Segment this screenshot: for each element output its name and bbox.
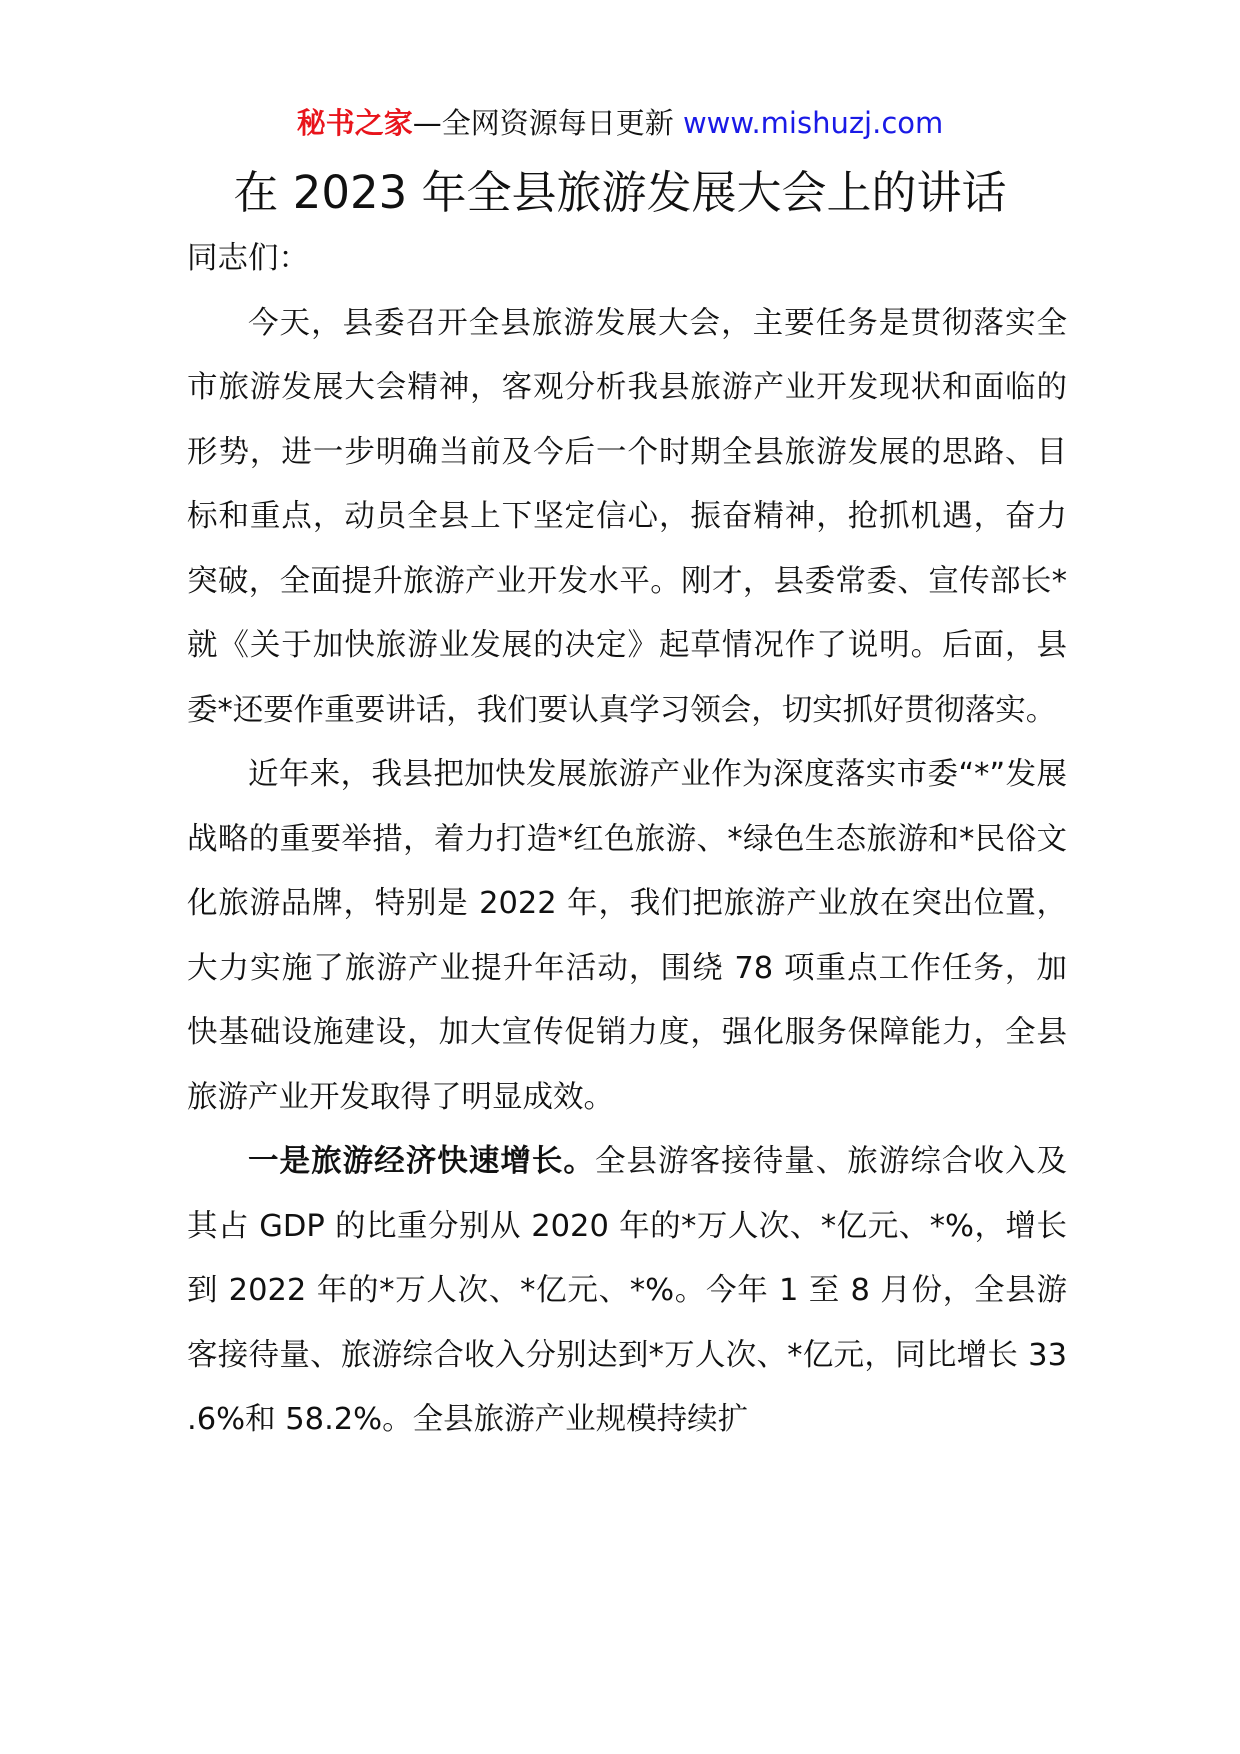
document-title: 在 2023 年全县旅游发展大会上的讲话 <box>233 166 1007 219</box>
paragraph-text: 近年来，我县把加快发展旅游产业作为深度落实市委“*”发展战略的重要举措，着力打造*红色旅游、*绿色生态旅游和*民俗文化旅游品牌，特别是 2022 年，我们把旅游产业放在突出位置，大力实施了旅游产业提升年活动，围绕 78 项重点工作任务，加快基础设施建设，加大宣传促销力度，强化服务保障能力，全县旅游产业开发取得了明显成效。 <box>187 757 1067 1115</box>
paragraph-lead: 一是旅游经济快速增长。 <box>248 1144 595 1179</box>
document-body <box>187 227 1067 1453</box>
paragraph-opening <box>187 292 1067 744</box>
paragraph-text: 今天，县委召开全县旅游发展大会，主要任务是贯彻落实全市旅游发展大会精神，客观分析我县旅游产业开发现状和面临的形势，进一步明确当前及今后一个时期全县旅游发展的思路、目标和重点，动员全县上下坚定信心，振奋精神，抢抓机遇，奋力突破，全面提升旅游产业开发水平。刚才，县委常委、宣传部长*就《关于加快旅游业发展的决定》起草情况作了说明。后面，县委*还要作重要讲话，我们要认真学习领会，切实抓好贯彻落实。 <box>187 305 1067 728</box>
salutation: 同志们： <box>187 241 309 276</box>
brand-name: 秘书之家 <box>296 106 413 140</box>
site-banner <box>0 101 1240 145</box>
banner-tagline: —全网资源每日更新 <box>412 106 674 140</box>
site-url-link[interactable]: www.mishuzj.com <box>682 106 944 140</box>
paragraph-achievements <box>187 743 1067 1130</box>
paragraph-growth <box>187 1130 1067 1453</box>
paragraph-text: 全县游客接待量、旅游综合收入及其占 GDP 的比重分别从 2020 年的*万人次、*亿元、*%，增长到 2022 年的*万人次、*亿元、*%。今年 1 至 8 月份，全县游客接待量、旅游综合收入分别达到*万人次、*亿元，同比增长 33.6%和 58.2%。全县旅游产业规模持续扩 <box>187 1144 1068 1437</box>
